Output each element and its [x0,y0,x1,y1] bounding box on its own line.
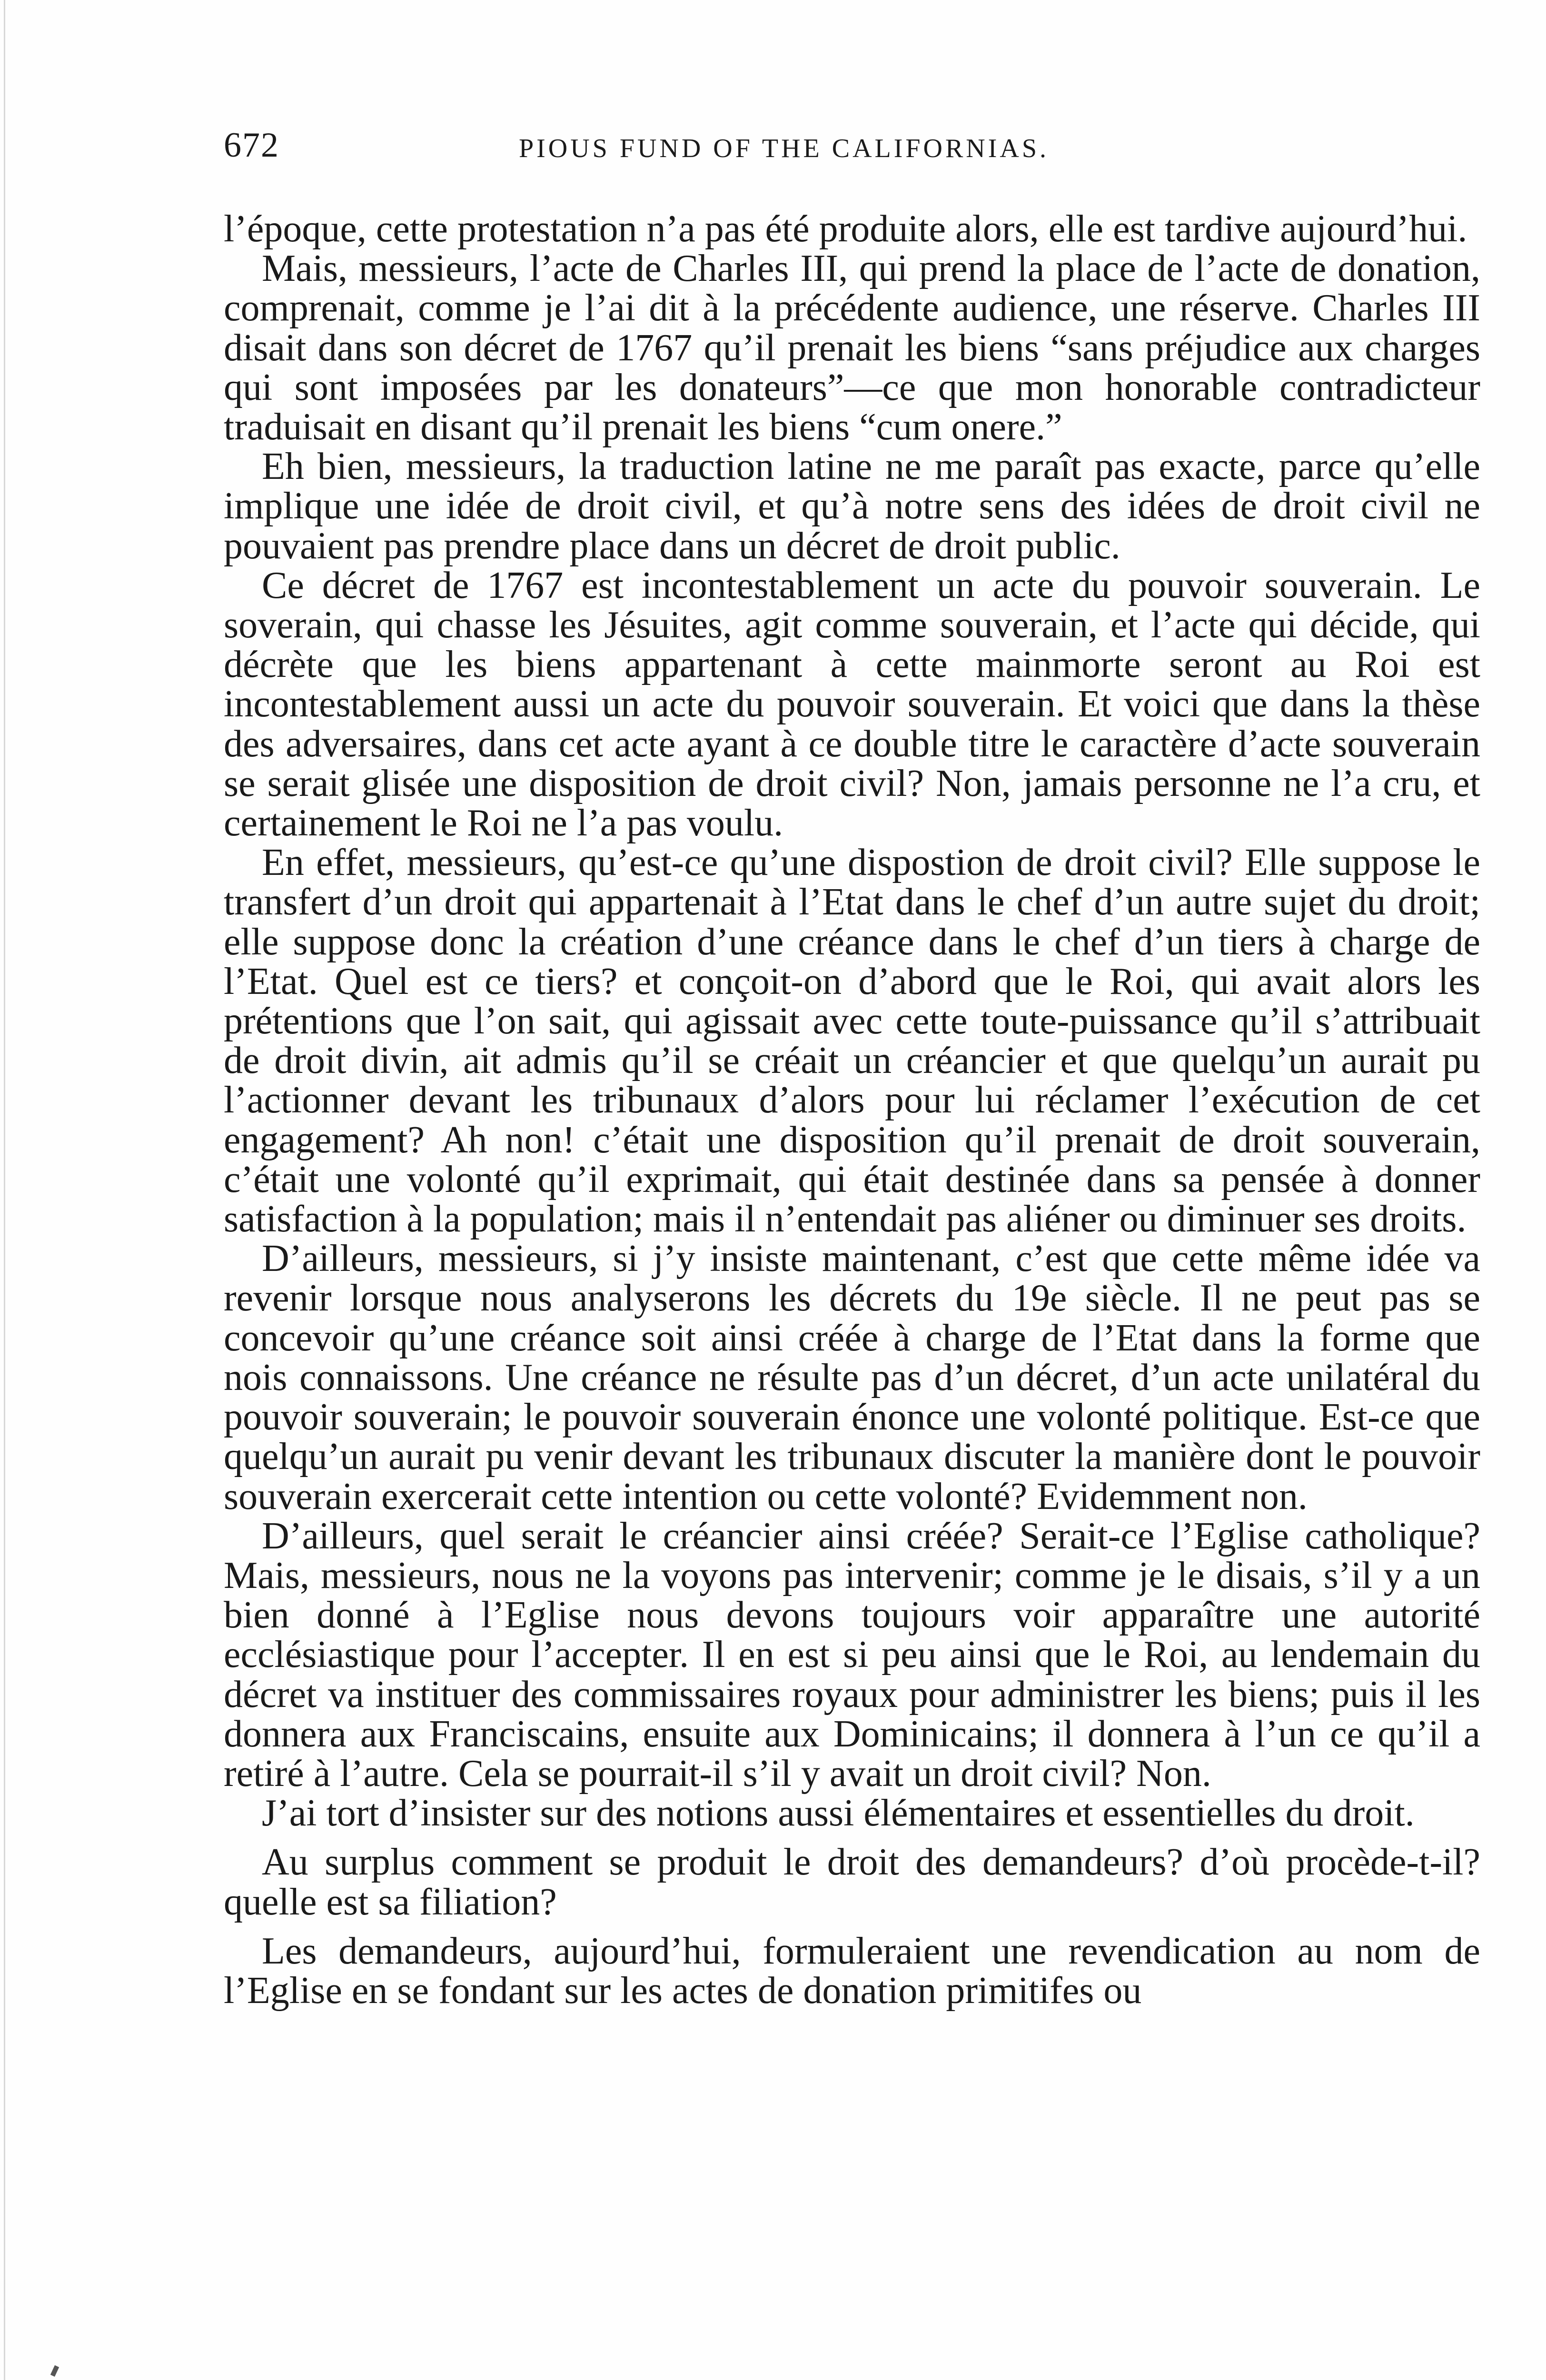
paragraph: Les demandeurs, aujourd’hui, formuleraient une revendication au nom de l’Eglise en se fondant sur les actes de donation primitifes ou [224,1930,1480,2012]
paragraph: l’époque, cette protestation n’a pas été produite alors, elle est tardive aujourd’hui. [224,208,1467,250]
paragraph: J’ai tort d’insister sur des notions aussi élémentaires et essentielles du droit. [262,1792,1415,1835]
page-header [224,121,1480,174]
paragraph: Mais, messieurs, l’acte de Charles III, qui prend la place de l’acte de donation, comprenait, comme je l’ai dit à la précédente audience, une réserve. Charles III disait dans son décret de 1767 qu’il prenait les biens “sans préjudice aux charges qui sont imposées par les donateurs”—ce que mon honorable contradicteur traduisait en disant qu’il prenait les biens “cum onere.” [224,248,1480,448]
paragraph: En effet, messieurs, qu’est-ce qu’une dispostion de droit civil? Elle suppose le transfert d’un droit qui appartenait à l’Etat dans le chef d’un autre sujet du droit; elle suppose donc la création d’une créance dans le chef d’un tiers à charge de l’Etat. Quel est ce tiers? et conçoit-on d’abord que le Roi, qui avait alors les prétentions que l’on sait, qui agissait avec cette toute-puissance qu’il s’attribuait de droit divin, ait admis qu’il se créait un créancier et que quelqu’un aurait pu l’actionner devant les tribunaux d’alors pour lui réclamer l’exécution de cet engagement? Ah non! c’était une disposition qu’il prenait de droit souverain, c’était une volonté qu’il exprimait, qui était destinée dans sa pensée à donner satisfaction à la population; mais il n’entendait pas aliéner ou diminuer ses droits. [224,842,1480,1240]
paragraph: Au surplus comment se produit le droit des demandeurs? d’où procède-t-il? quelle est sa filiation? [224,1841,1480,1923]
page-number: 672 [224,126,279,165]
paragraph: D’ailleurs, quel serait le créancier ainsi créée? Serait-ce l’Eglise catholique? Mais, messieurs, nous ne la voyons pas intervenir; comme je le disais, s’il y a un bien donné à l’Eglise nous devons toujours voir apparaître une autorité ecclésiastique pour l’accepter. Il en est si peu ainsi que le Roi, au lendemain du décret va instituer des commissaires royaux pour administrer les biens; puis il les donnera aux Franciscains, ensuite aux Dominicains; il donnera à l’un ce qu’il a retiré à l’autre. Cela se pourrait-il s’il y avait un droit civil? Non. [224,1515,1480,1795]
scan-speck [50,2365,59,2377]
paragraph: D’ailleurs, messieurs, si j’y insiste maintenant, c’est que cette même idée va revenir lorsque nous analyserons les décrets du 19e siècle. Il ne peut pas se concevoir qu’une créance soit ainsi créée à charge de l’Etat dans la forme que nois connaissons. Une créance ne résulte pas d’un décret, d’un acte unilatéral du pouvoir souverain; le pouvoir souverain énonce une volonté politique. Est-ce que quelqu’un aurait pu venir devant les tribunaux discuter la manière dont le pouvoir souverain exercerait cette intention ou cette volonté? Evidemment non. [224,1238,1480,1517]
scan-edge-line [4,0,5,2380]
paragraph: Eh bien, messieurs, la traduction latine ne me paraît pas exacte, parce qu’elle implique une idée de droit civil, et qu’à notre sens des idées de droit civil ne pouvaient pas prendre place dans un décret de droit public. [224,446,1480,567]
body-text [224,209,1480,2011]
running-title: PIOUS FUND OF THE CALIFORNIAS. [519,134,1049,163]
paragraph: Ce décret de 1767 est incontestablement un acte du pouvoir souverain. Le soverain, qui chasse les Jésuites, agit comme souverain, et l’acte qui décide, qui décrète que les biens appartenant à cette mainmorte seront au Roi est incontestablement aussi un acte du pouvoir souverain. Et voici que dans la thèse des adversaires, dans cet acte ayant à ce double titre le caractère d’acte souverain se serait glisée une disposition de droit civil? Non, jamais personne ne l’a cru, et certainement le Roi ne l’a pas voulu. [224,564,1480,844]
